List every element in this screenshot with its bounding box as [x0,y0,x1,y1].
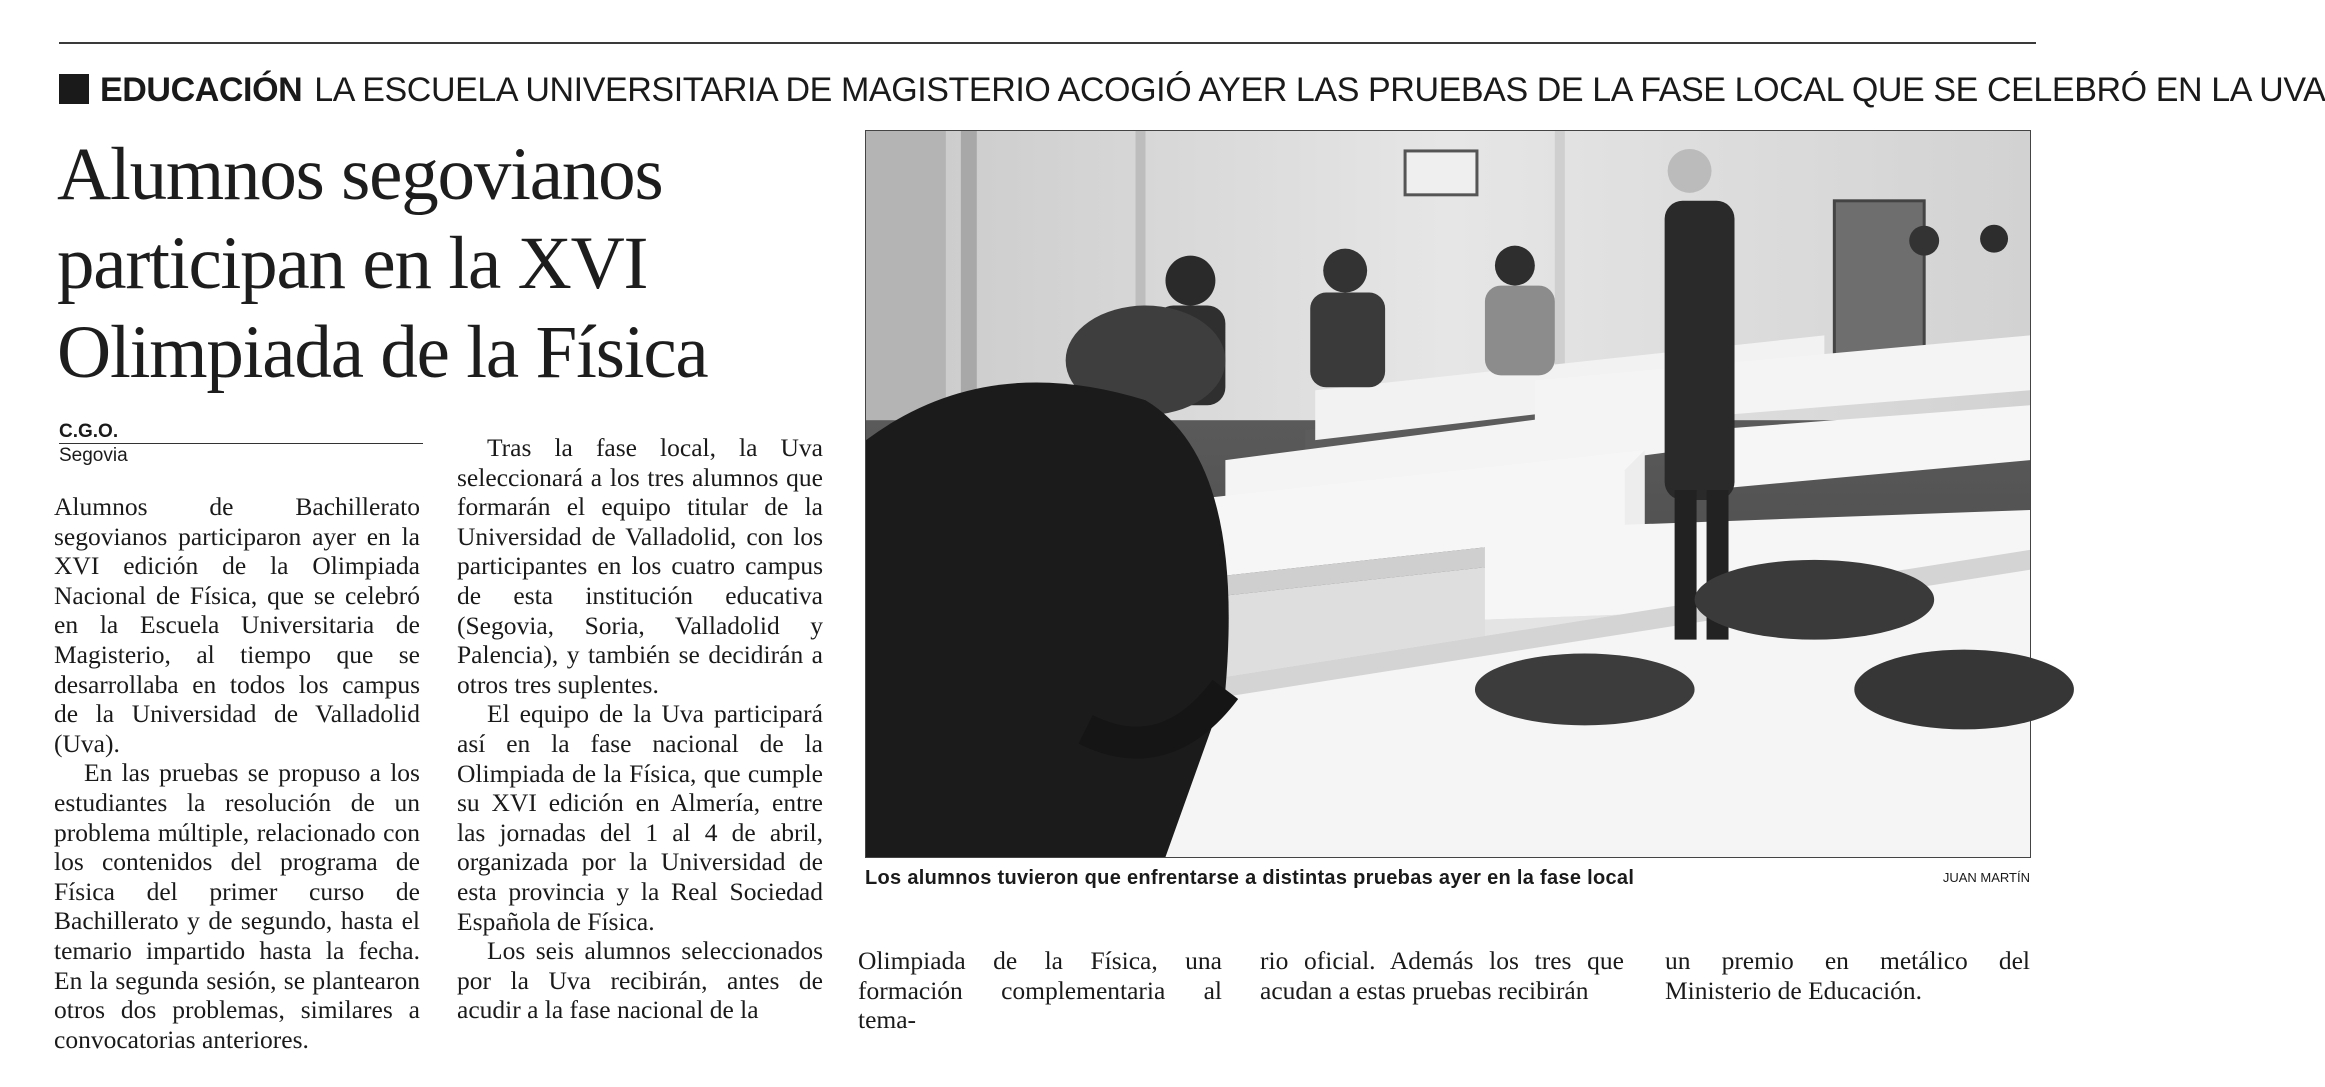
article-paragraph: El equipo de la Uva participará así en la fase nacional de la Olimpiada de la Física, que cumple su XVI edición en Almería, entre las jornadas del 1 al 4 de abril, organizada por la Universidad de esta provincia y la Real Sociedad Española de Física. [457,699,823,936]
article-paragraph: rio oficial. Además los tres que acudan a estas pruebas recibirán [1260,946,1624,1005]
article-column-5 [1665,946,2030,1005]
article-column-1 [54,492,420,1054]
section-label: EDUCACIÓN [100,71,303,109]
byline-author: C.G.O. [59,421,119,442]
section-square-icon [59,74,89,104]
top-rule [59,42,2036,44]
classroom-photo-illustration [866,131,2030,857]
headline [57,130,847,397]
headline-line: Alumnos segovianos [57,133,663,216]
article-paragraph: Alumnos de Bachillerato segovianos participaron ayer en la XVI edición de la Olimpiada Nacional de Física, que se celebró en la Escuela Universitaria de Magisterio, al tiempo que se desarrollaba en todos los campus de la Universidad de Valladolid (Uva). [54,492,420,758]
kicker-text: LA ESCUELA UNIVERSITARIA DE MAGISTERIO ACOGIÓ AYER LAS PRUEBAS DE LA FASE LOCAL QUE SE CELEBRÓ EN LA UVA [314,71,2325,109]
kicker [59,68,2325,112]
article-column-2 [457,433,823,1025]
headline-line: Olimpiada de la Física [57,311,708,394]
article-column-3 [858,946,1222,1035]
article-paragraph: Tras la fase local, la Uva seleccionará a los tres alumnos que formarán el equipo titular de la Universidad de Valladolid, con los participantes en los cuatro campus de esta institución educativa (Segovia, Soria, Valladolid y Palencia), y también se decidirán a otros tres suplentes. [457,433,823,699]
article-paragraph: un premio en metálico del Ministerio de Educación. [1665,946,2030,1005]
photo-credit: JUAN MARTÍN [1942,870,2030,885]
byline-place: Segovia [59,445,128,466]
article-paragraph: Los seis alumnos seleccionados por la Uva recibirán, antes de acudir a la fase nacional de la [457,936,823,1025]
article-paragraph: Olimpiada de la Física, una formación complementaria al tema- [858,946,1222,1035]
news-photo [865,130,2031,858]
photo-caption: Los alumnos tuvieron que enfrentarse a distintas pruebas ayer en la fase local [865,867,1635,889]
article-paragraph: En las pruebas se propuso a los estudiantes la resolución de un problema múltiple, relacionado con los contenidos del programa de Física del primer curso de Bachillerato y de segundo, hasta el temario impartido hasta la fecha. En la segunda sesión, se plantearon otros dos problemas, similares a convocatorias anteriores. [54,758,420,1054]
article-column-4 [1260,946,1624,1005]
headline-line: participan en la XVI [57,222,648,305]
byline [59,420,423,467]
